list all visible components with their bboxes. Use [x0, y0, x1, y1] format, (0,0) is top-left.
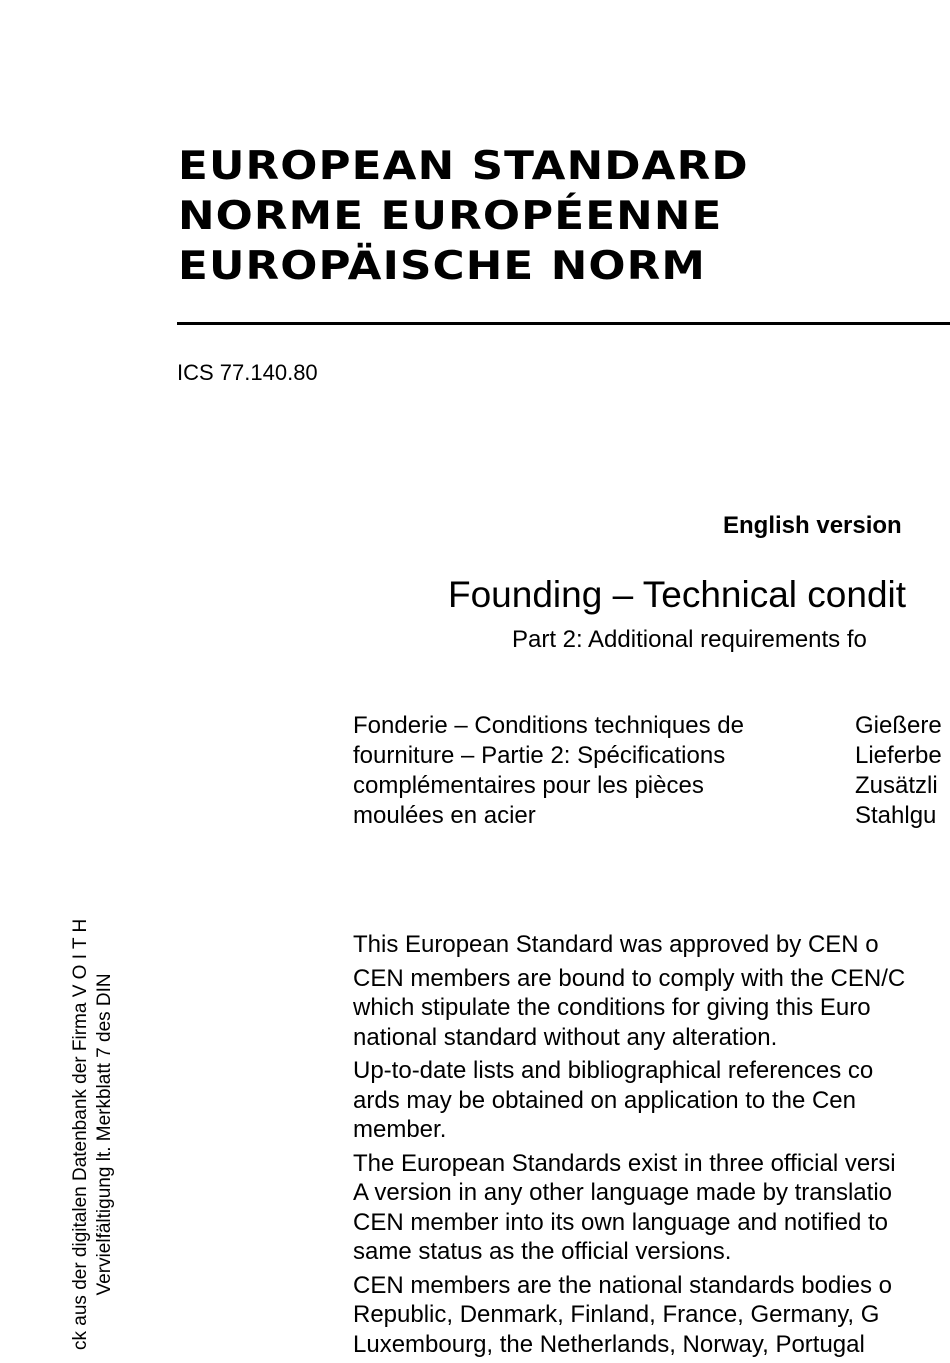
- body-line: same status as the official versions.: [353, 1238, 732, 1265]
- body-line: A version in any other language made by translatio: [353, 1179, 893, 1206]
- body-line: which stipulate the conditions for giving this Euro: [353, 994, 871, 1021]
- french-title-line: fourniture – Partie 2: Spécifications: [353, 742, 726, 769]
- body-line: Republic, Denmark, Finland, France, Germany, G: [353, 1301, 880, 1328]
- body-paragraph: [353, 1149, 905, 1267]
- german-title-line: Zusätzli: [855, 772, 938, 799]
- title-english: EUROPEAN STANDARD: [178, 144, 749, 189]
- body-paragraph: [353, 1271, 905, 1360]
- title-german: EUROPÄISCHE NORM: [178, 244, 706, 289]
- ics-code: ICS 77.140.80: [177, 360, 318, 385]
- german-title-line: Lieferbe: [855, 742, 942, 769]
- approval-text: [353, 930, 905, 1363]
- body-line: ards may be obtained on application to the Cen: [353, 1086, 857, 1114]
- body-line: national standard without any alteration.: [353, 1023, 778, 1051]
- english-version-label: English version: [723, 512, 902, 539]
- body-paragraph: [353, 1056, 905, 1145]
- body-line: This European Standard was approved by CEN o: [353, 931, 879, 958]
- body-line: CEN members are bound to comply with the CEN/C: [353, 964, 906, 992]
- body-line: Luxembourg, the Netherlands, Norway, Portugal: [353, 1330, 865, 1358]
- body-paragraph: [353, 930, 905, 960]
- german-title: [855, 711, 942, 831]
- database-copy-notice: [69, 919, 117, 1350]
- title-french: NORME EUROPÉENNE: [178, 194, 723, 239]
- document-main-title: Founding – Technical condit: [448, 574, 907, 615]
- notice-line: ck aus der digitalen Datenbank der Firma V O I T H: [70, 918, 91, 1350]
- german-title-line: Stahlgu: [855, 802, 937, 829]
- body-line: Up-to-date lists and bibliographical references co: [353, 1057, 874, 1084]
- body-line: member.: [353, 1116, 447, 1143]
- body-line: CEN member into its own language and notified to: [353, 1208, 888, 1236]
- french-title: [353, 711, 744, 831]
- document-part-title: Part 2: Additional requirements fo: [512, 626, 867, 653]
- body-line: CEN members are the national standards bodies o: [353, 1271, 892, 1299]
- body-paragraph: [353, 964, 905, 1053]
- notice-line: Vervielfältigung lt. Merkblatt 7 des DIN: [94, 973, 115, 1296]
- french-title-line: moulées en acier: [353, 802, 536, 829]
- header-divider: [177, 322, 950, 325]
- standard-title: [178, 142, 749, 292]
- french-title-line: complémentaires pour les pièces: [353, 772, 704, 799]
- french-title-line: Fonderie – Conditions techniques de: [353, 712, 744, 739]
- body-line: The European Standards exist in three official versi: [353, 1149, 896, 1177]
- german-title-line: Gießere: [855, 712, 942, 739]
